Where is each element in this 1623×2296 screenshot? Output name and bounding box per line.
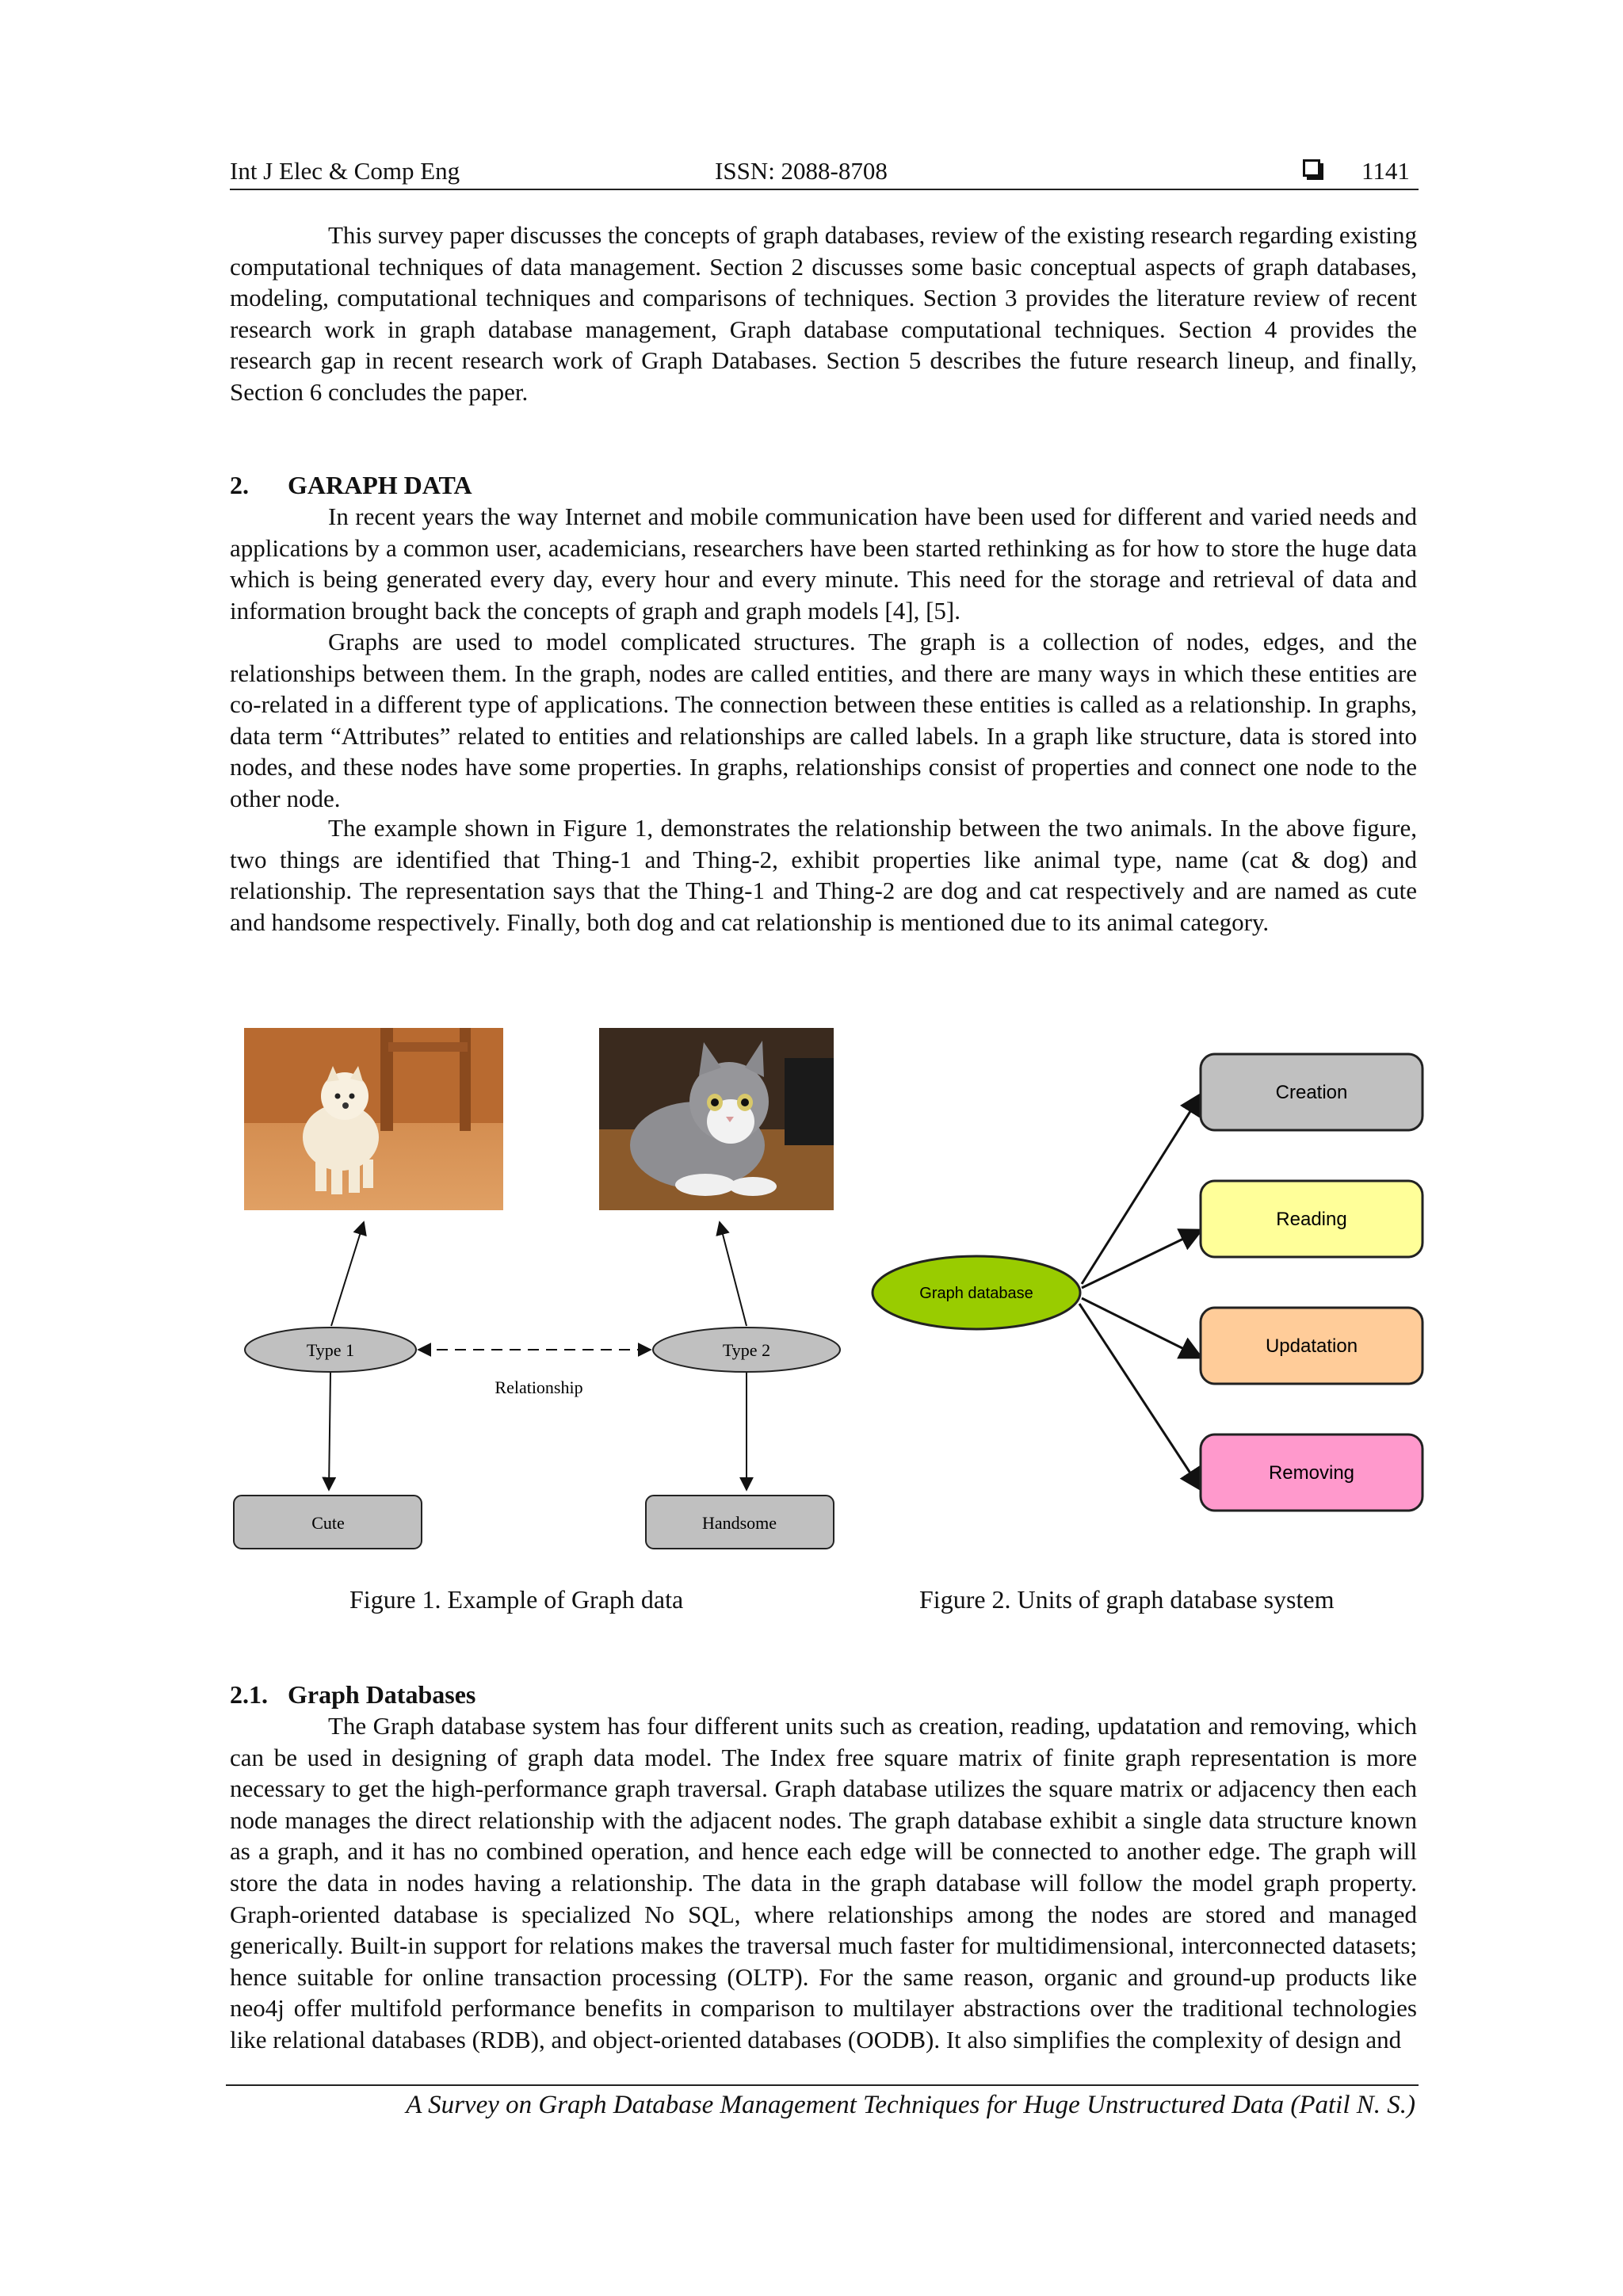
type-2-label: Type 2 <box>722 1340 771 1360</box>
cute-label: Cute <box>311 1513 345 1533</box>
footer-rule <box>226 2084 1419 2086</box>
type-1-label: Type 1 <box>306 1340 355 1360</box>
section-2-heading <box>230 469 472 501</box>
cat-photo <box>599 1028 834 1210</box>
section-2-paragraph: The example shown in Figure 1, demonstrates the relationship between the two animals. In the above figure, two things are identified that Thing-1 and Thing-2, exhibit properties like animal type, name (cat & dog) and relationship. The representation says that the Thing-1 and Thing-2 are dog and cat respectively and are named as cute and handsome respectively. Finally, both dog and cat relationship is mentioned due to its animal category. <box>230 814 1417 936</box>
section-2-paragraph: Graphs are used to model complicated structures. The graph is a collection of nodes, edges, and the relationships between them. In the graph, nodes are called entities, and there are many ways in which these entities are co-related in a different type of applications. The connection between these entities is called as a relationship. In graphs, data term “Attributes” related to entities and relationships are called labels. In a graph like structure, data is stored into nodes, and these nodes have some properties. In graphs, relationships consist of properties and connect one node to the other node. <box>230 628 1417 812</box>
section-2-1-heading <box>230 1679 475 1710</box>
figure-1-caption: Figure 1. Example of Graph data <box>349 1585 684 1614</box>
figure-2-caption: Figure 2. Units of graph database system <box>919 1585 1335 1614</box>
graph-database-label: Graph database <box>919 1285 1033 1302</box>
subsection-title: Graph Databases <box>288 1680 476 1709</box>
removing-label: Removing <box>1268 1462 1355 1484</box>
issn: ISSN: 2088-8708 <box>715 157 888 185</box>
arrow-type1-to-cute <box>329 1373 330 1490</box>
running-footer: A Survey on Graph Database Management Techniques for Huge Unstructured Data (Patil N. S.) <box>406 2091 1415 2119</box>
arrow-type1-to-dog <box>331 1222 364 1326</box>
figure-1-graph <box>230 1026 848 1557</box>
intro-paragraph: This survey paper discusses the concepts of graph databases, review of the existing research regarding existing computational techniques of data management. Section 2 discusses some basic conceptual aspects of graph databases, modeling, computational techniques and comparisons of techniques. Section 3 provides the literature review of recent research work in graph database management, Graph database computational techniques. Section 4 provides the research gap in recent research work of Graph Databases. Section 5 describes the future research lineup, and finally, Section 6 concludes the paper. <box>230 221 1417 406</box>
updatation-label: Updatation <box>1265 1335 1358 1357</box>
creation-label: Creation <box>1275 1082 1348 1103</box>
reading-label: Reading <box>1276 1209 1347 1230</box>
journal-name: Int J Elec & Comp Eng <box>230 157 460 185</box>
section-number: 2. <box>230 471 249 499</box>
handsome-label: Handsome <box>701 1513 777 1533</box>
dog-photo <box>244 1028 503 1210</box>
arrow-type2-to-cat <box>720 1222 747 1326</box>
section-2-1-paragraph: The Graph database system has four different units such as creation, reading, updatation and removing, which can be used in designing of graph data model. The Index free square matrix of finite graph representation is more necessary to get the high-performance graph traversal. Graph database utilizes the square matrix or adjacency then each node manages the direct relationship with the adjacent nodes. The graph database exhibit a single data structure known as a graph, and it has no combined operation, and hence each edge will be connected to another edge. The graph will store the data in nodes having a relationship. The data in the graph database will follow the model graph property. Graph-oriented database is specialized No SQL, where relationships among the nodes are stored and managed generically. Built-in support for relations makes the traversal much faster for multidimensional, interconnected datasets; hence suitable for online transaction processing (OLTP). For the same reason, organic and ground-up products like neo4j offer multifold performance benefits in comparison to multilayer abstractions over the traditional technologies like relational databases (RDB), and object-oriented databases (OODB). It also simplifies the complexity of design and <box>230 1712 1417 2053</box>
page-number: 1141 <box>1361 157 1410 185</box>
edge-to-removing <box>1079 1304 1201 1490</box>
relationship-label: Relationship <box>495 1377 583 1397</box>
edge-to-creation <box>1082 1094 1201 1284</box>
subsection-number: 2.1. <box>230 1680 268 1709</box>
header-rule <box>230 189 1419 190</box>
section-2-paragraph: In recent years the way Internet and mobile communication have been used for different and varied needs and applications by a common user, academicians, researchers have been started rethinking as for how to store the huge data which is being generated every day, every hour and every minute. This need for the storage and retrieval of data and information brought back the concepts of graph and graph models [4], [5]. <box>230 502 1417 625</box>
edge-to-updatation <box>1082 1298 1201 1358</box>
figure-2-diagram <box>864 1046 1442 1538</box>
edge-to-reading <box>1082 1230 1201 1288</box>
section-title: GARAPH DATA <box>288 471 472 499</box>
page-box-icon <box>1303 159 1320 177</box>
